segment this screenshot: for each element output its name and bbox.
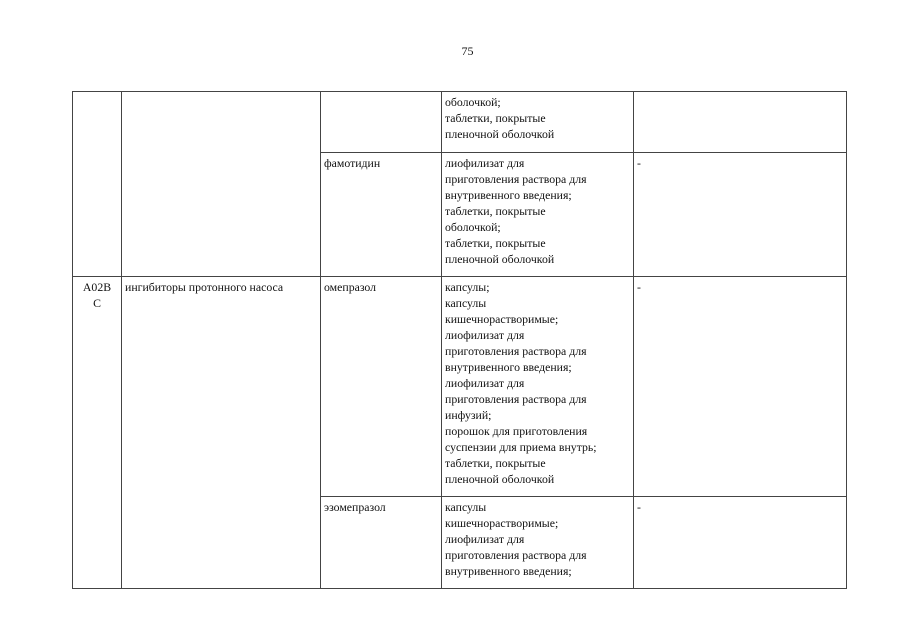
dosage-form-line: пленочной оболочкой (445, 472, 555, 486)
dosage-form-line: капсулы (445, 296, 487, 310)
dosage-form-line: внутривенного введения; (445, 188, 572, 202)
table-row (73, 92, 847, 153)
dosage-form-line: таблетки, покрытые (445, 236, 546, 250)
atc-code-cell (73, 92, 122, 277)
dosage-form-line: лиофилизат для (445, 376, 525, 390)
dosage-form-line: суспензии для приема внутрь; (445, 440, 597, 454)
drug-name-cell: эзомепразол (321, 497, 442, 589)
dosage-forms-cell (442, 497, 634, 589)
dosage-form-line: кишечнорастворимые; (445, 516, 559, 530)
dosage-forms-cell (442, 153, 634, 277)
table-row (73, 277, 847, 497)
dosage-form-line: капсулы; (445, 280, 490, 294)
dosage-form-line: кишечнорастворимые; (445, 312, 559, 326)
dosage-form-line: таблетки, покрытые (445, 111, 546, 125)
dosage-forms-cell (442, 277, 634, 497)
drug-name-cell: фамотидин (321, 153, 442, 277)
dosage-form-line: таблетки, покрытые (445, 456, 546, 470)
dosage-form-line: оболочкой; (445, 95, 501, 109)
dosage-form-line: порошок для приготовления (445, 424, 588, 438)
dosage-form-line: лиофилизат для (445, 532, 525, 546)
dosage-form-line: приготовления раствора для (445, 392, 587, 406)
atc-code-line: C (93, 296, 101, 310)
pharmacological-group-cell: ингибиторы протонного насоса (122, 277, 321, 589)
extra-cell: - (634, 153, 847, 277)
dosage-form-line: пленочной оболочкой (445, 252, 555, 266)
dosage-form-line: приготовления раствора для (445, 548, 587, 562)
dosage-form-line: инфузий; (445, 408, 492, 422)
drug-name-cell (321, 92, 442, 153)
dosage-form-line: внутривенного введения; (445, 360, 572, 374)
dosage-form-line: капсулы (445, 500, 487, 514)
medication-table (72, 91, 847, 589)
dosage-form-line: лиофилизат для (445, 328, 525, 342)
dosage-form-line: оболочкой; (445, 220, 501, 234)
page-number: 75 (461, 44, 474, 58)
dosage-form-line: таблетки, покрытые (445, 204, 546, 218)
dosage-form-line: лиофилизат для (445, 156, 525, 170)
extra-cell: - (634, 277, 847, 497)
dosage-forms-cell (442, 92, 634, 153)
extra-cell: - (634, 497, 847, 589)
atc-code-line: A02B (82, 280, 112, 294)
atc-code-cell (73, 277, 122, 589)
dosage-form-line: пленочной оболочкой (445, 127, 555, 141)
pharmacological-group-cell (122, 92, 321, 277)
extra-cell (634, 92, 847, 153)
dosage-form-line: приготовления раствора для (445, 172, 587, 186)
dosage-form-line: приготовления раствора для (445, 344, 587, 358)
dosage-form-line: внутривенного введения; (445, 564, 572, 578)
drug-name-cell: омепразол (321, 277, 442, 497)
